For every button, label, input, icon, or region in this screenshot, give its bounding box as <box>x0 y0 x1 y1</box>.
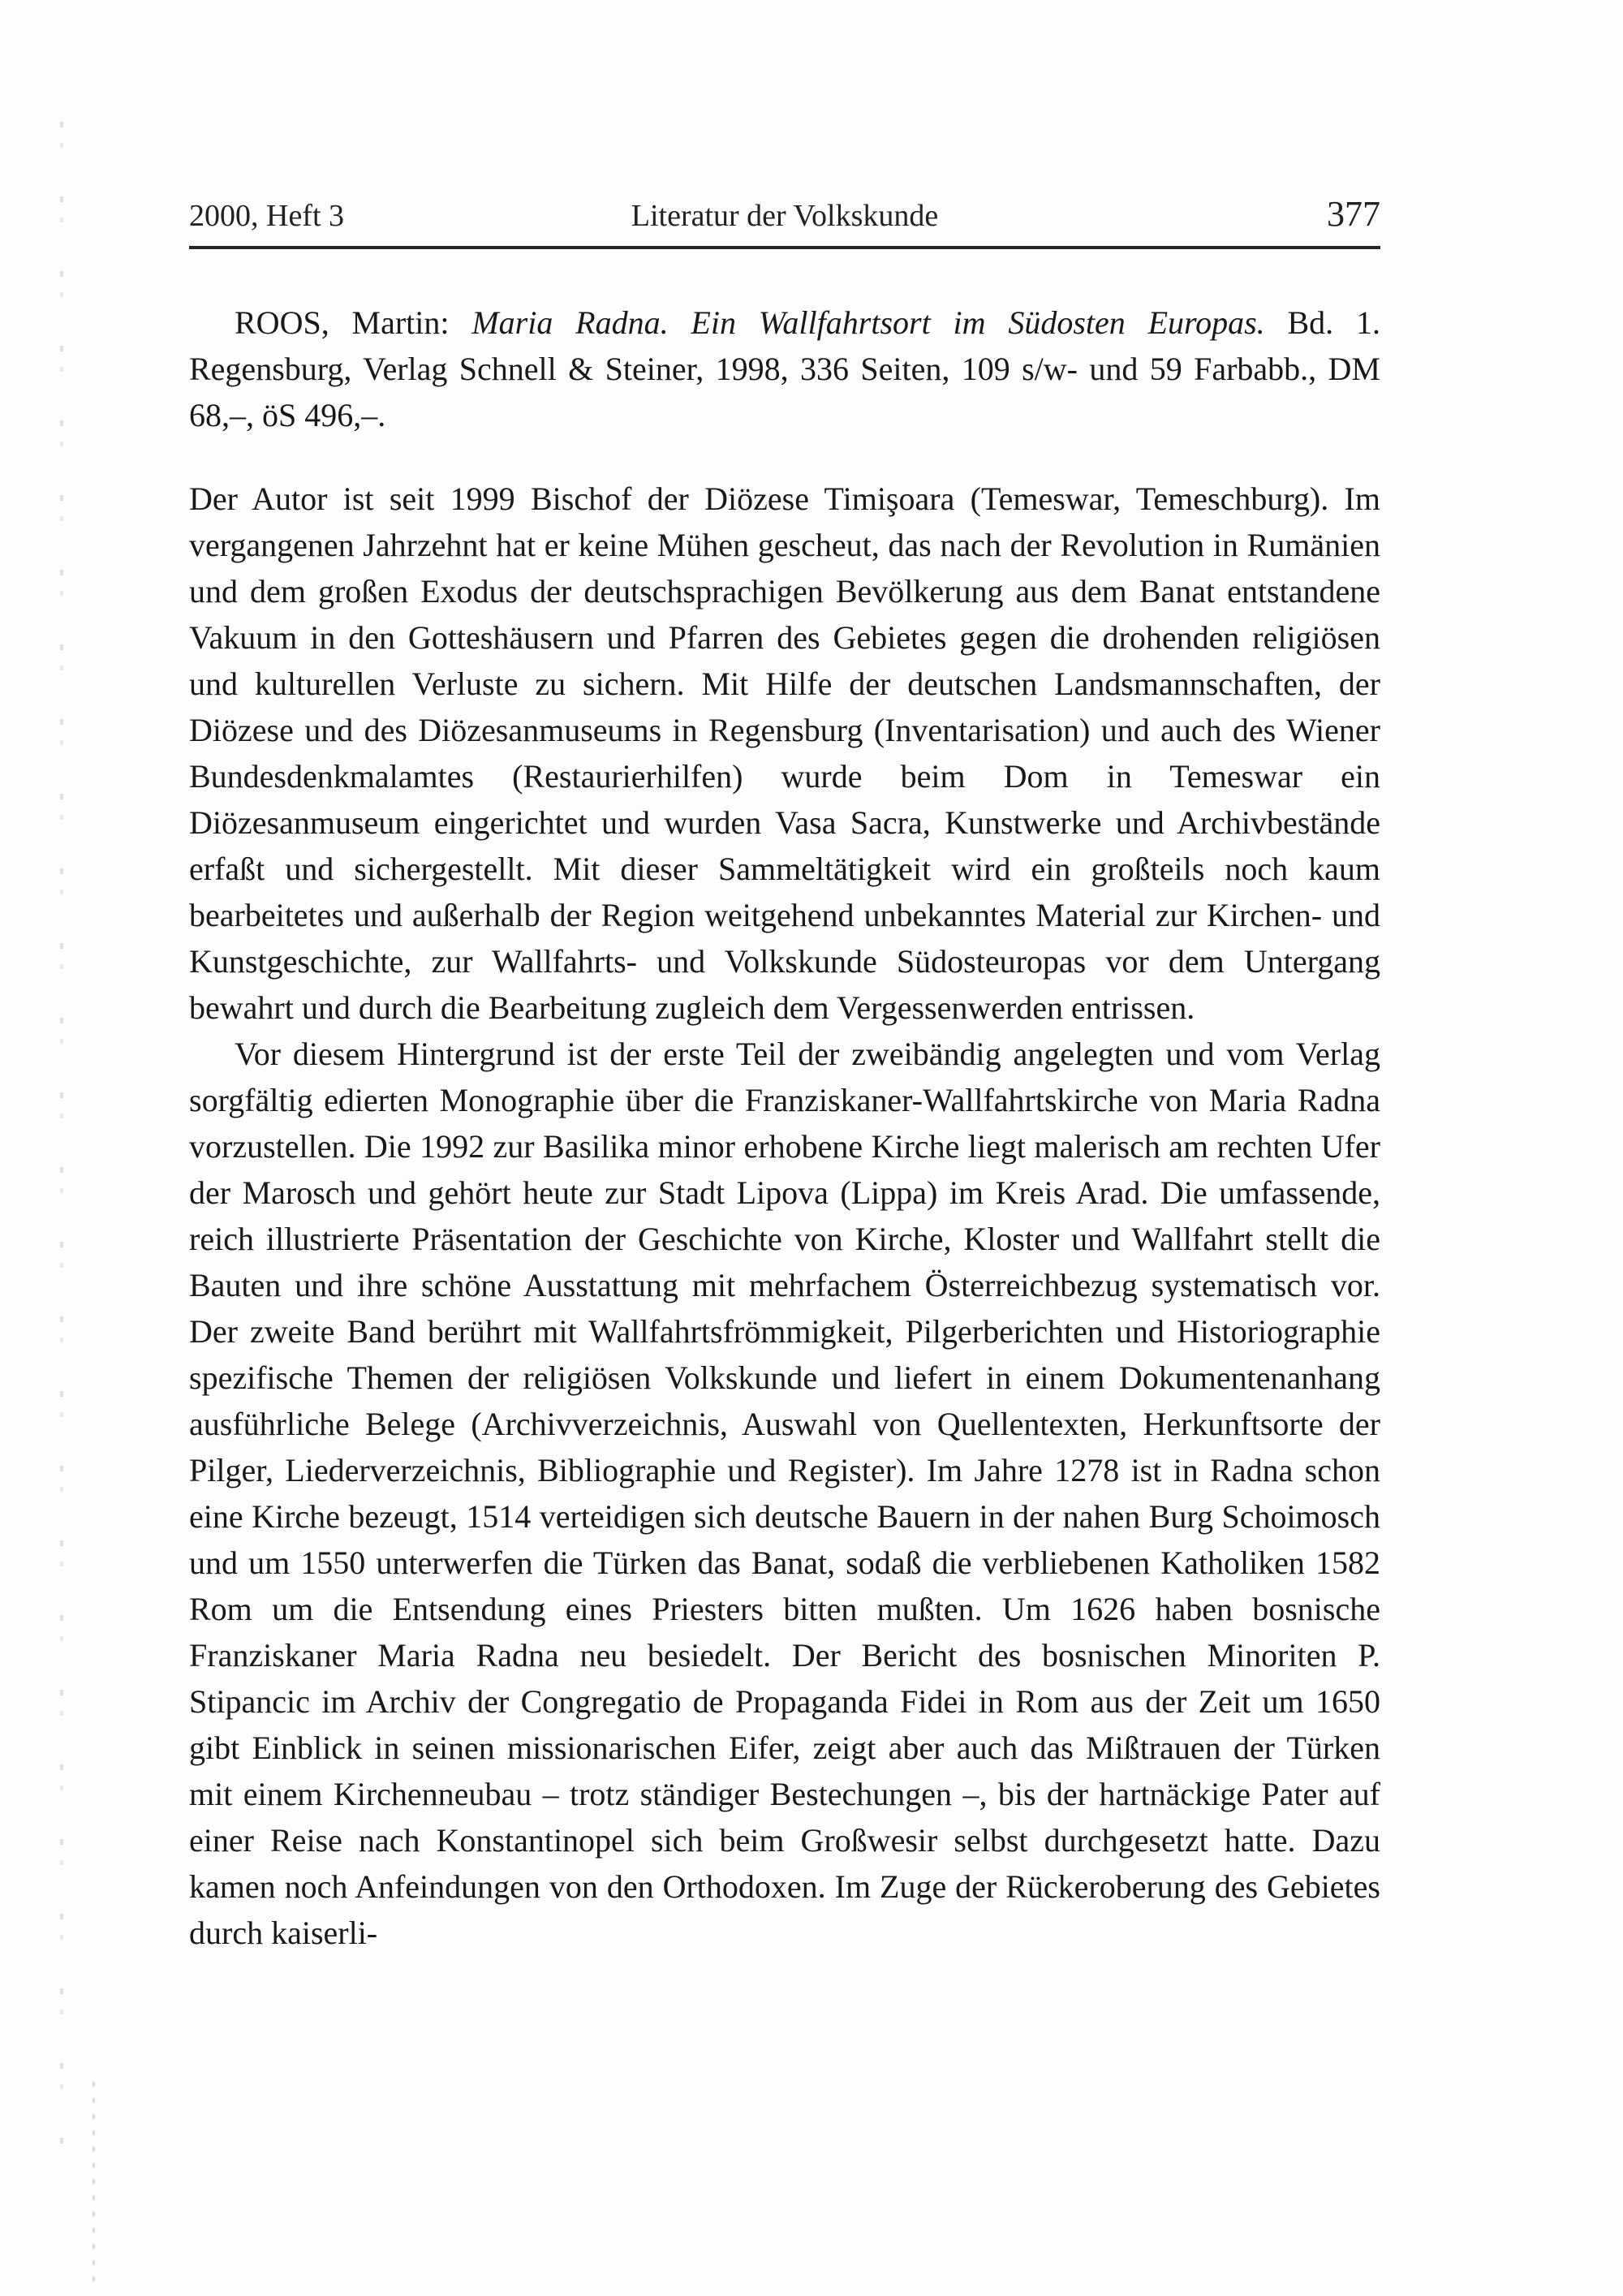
journal-issue: 2000, Heft 3 <box>189 199 345 233</box>
page-header <box>189 193 1380 235</box>
scan-artifact-left <box>60 122 63 2151</box>
scan-artifact-bottom-left <box>93 2082 95 2289</box>
review-body <box>189 299 1380 1956</box>
review-paragraph-2: Vor diesem Hintergrund ist der erste Teil der zweibändig angelegten und vom Verlag sorgfältig edierten Monographie über die Franziskaner-Wallfahrtskirche von Maria Radna vorzustellen. Die 1992 zur Basilika minor erhobene Kirche liegt malerisch am rechten Ufer der Marosch und gehört heute zur Stadt Lipova (Lippa) im Kreis Arad. Die umfassende, reich illustrierte Präsentation der Geschichte von Kirche, Kloster und Wallfahrt stellt die Bauten und ihre schöne Ausstattung mit mehrfachem Österreichbezug systematisch vor. Der zweite Band berührt mit Wallfahrtsfrömmigkeit, Pilgerberichten und Historiographie spezifische Themen der religiösen Volkskunde und liefert in einem Dokumentenanhang ausführliche Belege (Archivverzeichnis, Auswahl von Quellentexten, Herkunftsorte der Pilger, Liederverzeichnis, Bibliographie und Register). Im Jahre 1278 ist in Radna schon eine Kirche bezeugt, 1514 verteidigen sich deutsche Bauern in der nahen Burg Schoimosch und um 1550 unterwerfen die Türken das Banat, sodaß die verbliebenen Katholiken 1582 Rom um die Entsendung eines Priesters bitten mußten. Um 1626 haben bosnische Franziskaner Maria Radna neu besiedelt. Der Bericht des bosnischen Minoriten P. Stipancic im Archiv der Congregatio de Propaganda Fidei in Rom aus der Zeit um 1650 gibt Einblick in seinen missionarischen Eifer, zeigt aber auch das Mißtrauen der Türken mit einem Kirchenneubau – trotz ständiger Bestechungen –, bis der hartnäckige Pater auf einer Reise nach Konstantinopel sich beim Großwesir selbst durchgesetzt hatte. Dazu kamen noch Anfeindungen von den Orthodoxen. Im Zuge der Rückeroberung des Gebietes durch kaiserli- <box>189 1036 1380 1951</box>
citation-details: Bd. 1. Regensburg, Verlag Schnell & Steiner, 1998, 336 Seiten, 109 s/w- und 59 Farbabb., DM 68,–, öS 496,–. <box>189 304 1380 433</box>
review-paragraph-1: Der Autor ist seit 1999 Bischof der Diözese Timişoara (Temeswar, Temeschburg). Im vergangenen Jahrzehnt hat er keine Mühen gescheut, das nach der Revolution in Rumänien und dem großen Exodus der deutschsprachigen Bevölkerung aus dem Banat entstandene Vakuum in den Gotteshäusern und Pfarren des Gebietes gegen die drohenden religiösen und kulturellen Verluste zu sichern. Mit Hilfe der deutschen Landsmannschaften, der Diözese und des Diözesanmuseums in Regensburg (Inventarisation) und auch des Wiener Bundesdenkmalamtes (Restaurierhilfen) wurde beim Dom in Temeswar ein Diözesanmuseum eingerichtet und wurden Vasa Sacra, Kunstwerke und Archivbestände erfaßt und sichergestellt. Mit dieser Sammeltätigkeit wird ein großteils noch kaum bearbeitetes und außerhalb der Region weitgehend unbekanntes Material zur Kirchen- und Kunstgeschichte, zur Wallfahrts- und Volkskunde Südosteuropas vor dem Untergang bewahrt und durch die Bearbeitung zugleich dem Vergessenwerden entrissen. <box>189 480 1380 1026</box>
page-content <box>189 193 1380 1956</box>
citation-title: Maria Radna. Ein Wallfahrtsort im Südosten Europas. <box>471 304 1265 341</box>
running-title: Literatur der Volkskunde <box>631 199 939 233</box>
page-number: 377 <box>1327 194 1381 234</box>
header-rule <box>189 246 1380 249</box>
citation-paragraph <box>189 299 1380 438</box>
citation-author: ROOS, Martin: <box>235 304 472 341</box>
